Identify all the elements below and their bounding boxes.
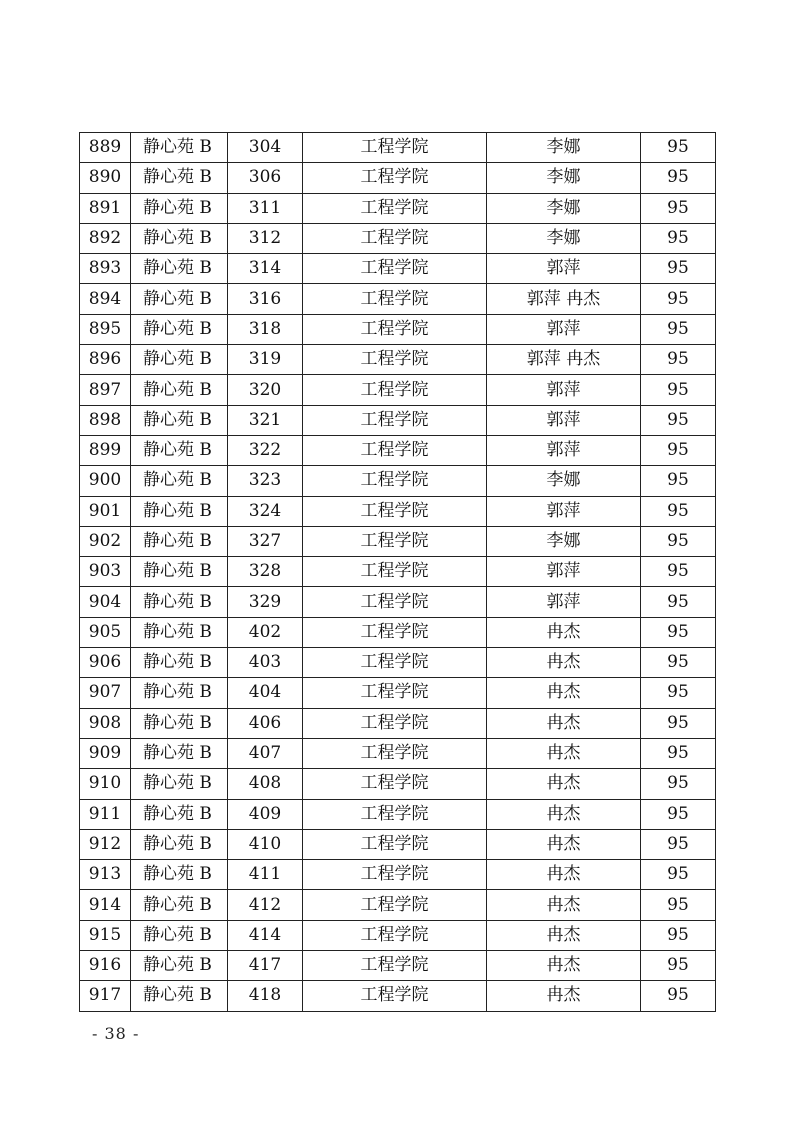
cell-room-number: 407 bbox=[228, 738, 303, 768]
table-row bbox=[80, 375, 716, 405]
cell-staff: 李娜 bbox=[487, 223, 641, 253]
cell-serial-number: 892 bbox=[80, 223, 131, 253]
table-row bbox=[80, 193, 716, 223]
cell-score: 95 bbox=[641, 981, 716, 1011]
cell-college: 工程学院 bbox=[303, 587, 487, 617]
cell-score: 95 bbox=[641, 648, 716, 678]
cell-building: 静心苑 B bbox=[131, 163, 228, 193]
cell-building: 静心苑 B bbox=[131, 860, 228, 890]
cell-building: 静心苑 B bbox=[131, 981, 228, 1011]
cell-staff: 冉杰 bbox=[487, 860, 641, 890]
cell-serial-number: 891 bbox=[80, 193, 131, 223]
table-row bbox=[80, 133, 716, 163]
cell-score: 95 bbox=[641, 678, 716, 708]
cell-room-number: 314 bbox=[228, 254, 303, 284]
cell-score: 95 bbox=[641, 769, 716, 799]
table-row bbox=[80, 920, 716, 950]
cell-college: 工程学院 bbox=[303, 345, 487, 375]
cell-staff: 郭萍 冉杰 bbox=[487, 284, 641, 314]
cell-room-number: 403 bbox=[228, 648, 303, 678]
cell-building: 静心苑 B bbox=[131, 587, 228, 617]
cell-college: 工程学院 bbox=[303, 254, 487, 284]
cell-staff: 冉杰 bbox=[487, 648, 641, 678]
cell-room-number: 410 bbox=[228, 829, 303, 859]
cell-room-number: 402 bbox=[228, 617, 303, 647]
cell-score: 95 bbox=[641, 133, 716, 163]
cell-staff: 郭萍 bbox=[487, 405, 641, 435]
cell-building: 静心苑 B bbox=[131, 617, 228, 647]
cell-college: 工程学院 bbox=[303, 738, 487, 768]
cell-room-number: 316 bbox=[228, 284, 303, 314]
cell-college: 工程学院 bbox=[303, 163, 487, 193]
cell-college: 工程学院 bbox=[303, 405, 487, 435]
cell-staff: 郭萍 bbox=[487, 587, 641, 617]
cell-building: 静心苑 B bbox=[131, 254, 228, 284]
cell-score: 95 bbox=[641, 920, 716, 950]
cell-staff: 冉杰 bbox=[487, 617, 641, 647]
cell-staff: 郭萍 bbox=[487, 254, 641, 284]
table-row bbox=[80, 314, 716, 344]
cell-serial-number: 905 bbox=[80, 617, 131, 647]
table-row bbox=[80, 466, 716, 496]
cell-staff: 李娜 bbox=[487, 526, 641, 556]
cell-score: 95 bbox=[641, 375, 716, 405]
cell-serial-number: 900 bbox=[80, 466, 131, 496]
table-row bbox=[80, 648, 716, 678]
cell-score: 95 bbox=[641, 951, 716, 981]
cell-score: 95 bbox=[641, 829, 716, 859]
cell-room-number: 321 bbox=[228, 405, 303, 435]
cell-college: 工程学院 bbox=[303, 860, 487, 890]
cell-serial-number: 896 bbox=[80, 345, 131, 375]
cell-staff: 李娜 bbox=[487, 133, 641, 163]
cell-room-number: 311 bbox=[228, 193, 303, 223]
cell-college: 工程学院 bbox=[303, 769, 487, 799]
cell-staff: 郭萍 bbox=[487, 496, 641, 526]
cell-room-number: 304 bbox=[228, 133, 303, 163]
cell-college: 工程学院 bbox=[303, 375, 487, 405]
cell-college: 工程学院 bbox=[303, 435, 487, 465]
cell-staff: 郭萍 bbox=[487, 314, 641, 344]
cell-staff: 冉杰 bbox=[487, 769, 641, 799]
cell-room-number: 319 bbox=[228, 345, 303, 375]
cell-building: 静心苑 B bbox=[131, 405, 228, 435]
cell-score: 95 bbox=[641, 738, 716, 768]
cell-staff: 冉杰 bbox=[487, 920, 641, 950]
cell-college: 工程学院 bbox=[303, 496, 487, 526]
cell-serial-number: 902 bbox=[80, 526, 131, 556]
cell-score: 95 bbox=[641, 799, 716, 829]
cell-serial-number: 911 bbox=[80, 799, 131, 829]
cell-score: 95 bbox=[641, 708, 716, 738]
cell-building: 静心苑 B bbox=[131, 133, 228, 163]
cell-room-number: 406 bbox=[228, 708, 303, 738]
cell-room-number: 418 bbox=[228, 981, 303, 1011]
cell-score: 95 bbox=[641, 345, 716, 375]
cell-serial-number: 913 bbox=[80, 860, 131, 890]
table-row bbox=[80, 617, 716, 647]
cell-serial-number: 909 bbox=[80, 738, 131, 768]
cell-building: 静心苑 B bbox=[131, 769, 228, 799]
cell-score: 95 bbox=[641, 890, 716, 920]
cell-serial-number: 916 bbox=[80, 951, 131, 981]
cell-staff: 李娜 bbox=[487, 163, 641, 193]
cell-score: 95 bbox=[641, 163, 716, 193]
cell-building: 静心苑 B bbox=[131, 738, 228, 768]
cell-score: 95 bbox=[641, 223, 716, 253]
cell-staff: 李娜 bbox=[487, 466, 641, 496]
dormitory-score-table bbox=[79, 132, 716, 1012]
cell-serial-number: 889 bbox=[80, 133, 131, 163]
cell-staff: 冉杰 bbox=[487, 799, 641, 829]
cell-score: 95 bbox=[641, 435, 716, 465]
cell-serial-number: 897 bbox=[80, 375, 131, 405]
cell-building: 静心苑 B bbox=[131, 193, 228, 223]
cell-building: 静心苑 B bbox=[131, 466, 228, 496]
cell-room-number: 411 bbox=[228, 860, 303, 890]
cell-score: 95 bbox=[641, 860, 716, 890]
cell-serial-number: 899 bbox=[80, 435, 131, 465]
table-row bbox=[80, 799, 716, 829]
cell-serial-number: 898 bbox=[80, 405, 131, 435]
table-row bbox=[80, 981, 716, 1011]
cell-building: 静心苑 B bbox=[131, 829, 228, 859]
cell-building: 静心苑 B bbox=[131, 951, 228, 981]
cell-building: 静心苑 B bbox=[131, 557, 228, 587]
cell-staff: 冉杰 bbox=[487, 951, 641, 981]
cell-building: 静心苑 B bbox=[131, 496, 228, 526]
cell-score: 95 bbox=[641, 254, 716, 284]
cell-college: 工程学院 bbox=[303, 890, 487, 920]
cell-college: 工程学院 bbox=[303, 920, 487, 950]
cell-serial-number: 914 bbox=[80, 890, 131, 920]
cell-building: 静心苑 B bbox=[131, 284, 228, 314]
cell-staff: 冉杰 bbox=[487, 829, 641, 859]
cell-staff: 郭萍 bbox=[487, 375, 641, 405]
cell-staff: 郭萍 冉杰 bbox=[487, 345, 641, 375]
cell-room-number: 327 bbox=[228, 526, 303, 556]
cell-building: 静心苑 B bbox=[131, 375, 228, 405]
cell-staff: 李娜 bbox=[487, 193, 641, 223]
table-row bbox=[80, 496, 716, 526]
cell-staff: 冉杰 bbox=[487, 738, 641, 768]
cell-college: 工程学院 bbox=[303, 557, 487, 587]
cell-building: 静心苑 B bbox=[131, 920, 228, 950]
cell-room-number: 323 bbox=[228, 466, 303, 496]
table-row bbox=[80, 345, 716, 375]
table-row bbox=[80, 860, 716, 890]
table-row bbox=[80, 678, 716, 708]
cell-college: 工程学院 bbox=[303, 284, 487, 314]
table-row bbox=[80, 435, 716, 465]
cell-staff: 冉杰 bbox=[487, 890, 641, 920]
cell-serial-number: 890 bbox=[80, 163, 131, 193]
cell-score: 95 bbox=[641, 526, 716, 556]
cell-college: 工程学院 bbox=[303, 799, 487, 829]
cell-serial-number: 912 bbox=[80, 829, 131, 859]
cell-serial-number: 917 bbox=[80, 981, 131, 1011]
cell-building: 静心苑 B bbox=[131, 890, 228, 920]
table-row bbox=[80, 557, 716, 587]
cell-college: 工程学院 bbox=[303, 617, 487, 647]
cell-score: 95 bbox=[641, 193, 716, 223]
cell-serial-number: 893 bbox=[80, 254, 131, 284]
cell-room-number: 409 bbox=[228, 799, 303, 829]
cell-room-number: 324 bbox=[228, 496, 303, 526]
cell-college: 工程学院 bbox=[303, 314, 487, 344]
cell-serial-number: 915 bbox=[80, 920, 131, 950]
cell-room-number: 328 bbox=[228, 557, 303, 587]
cell-college: 工程学院 bbox=[303, 829, 487, 859]
cell-room-number: 412 bbox=[228, 890, 303, 920]
cell-serial-number: 904 bbox=[80, 587, 131, 617]
cell-serial-number: 908 bbox=[80, 708, 131, 738]
table-row bbox=[80, 890, 716, 920]
cell-college: 工程学院 bbox=[303, 223, 487, 253]
cell-score: 95 bbox=[641, 405, 716, 435]
cell-college: 工程学院 bbox=[303, 981, 487, 1011]
cell-room-number: 414 bbox=[228, 920, 303, 950]
cell-serial-number: 901 bbox=[80, 496, 131, 526]
table-row bbox=[80, 769, 716, 799]
page-number: - 38 - bbox=[92, 1024, 140, 1043]
cell-room-number: 320 bbox=[228, 375, 303, 405]
cell-college: 工程学院 bbox=[303, 708, 487, 738]
table-row bbox=[80, 163, 716, 193]
cell-staff: 冉杰 bbox=[487, 708, 641, 738]
cell-serial-number: 906 bbox=[80, 648, 131, 678]
table-row bbox=[80, 829, 716, 859]
table-row bbox=[80, 284, 716, 314]
cell-building: 静心苑 B bbox=[131, 526, 228, 556]
table-row bbox=[80, 405, 716, 435]
cell-room-number: 329 bbox=[228, 587, 303, 617]
cell-score: 95 bbox=[641, 496, 716, 526]
cell-college: 工程学院 bbox=[303, 648, 487, 678]
cell-serial-number: 894 bbox=[80, 284, 131, 314]
cell-serial-number: 910 bbox=[80, 769, 131, 799]
cell-building: 静心苑 B bbox=[131, 678, 228, 708]
cell-building: 静心苑 B bbox=[131, 799, 228, 829]
table-body bbox=[80, 133, 716, 1012]
cell-staff: 冉杰 bbox=[487, 678, 641, 708]
cell-room-number: 306 bbox=[228, 163, 303, 193]
cell-college: 工程学院 bbox=[303, 466, 487, 496]
cell-score: 95 bbox=[641, 466, 716, 496]
table-row bbox=[80, 951, 716, 981]
cell-building: 静心苑 B bbox=[131, 708, 228, 738]
cell-building: 静心苑 B bbox=[131, 223, 228, 253]
cell-score: 95 bbox=[641, 557, 716, 587]
table-row bbox=[80, 738, 716, 768]
cell-score: 95 bbox=[641, 587, 716, 617]
table-row bbox=[80, 708, 716, 738]
table-row bbox=[80, 254, 716, 284]
cell-staff: 郭萍 bbox=[487, 557, 641, 587]
cell-college: 工程学院 bbox=[303, 526, 487, 556]
cell-college: 工程学院 bbox=[303, 193, 487, 223]
cell-score: 95 bbox=[641, 284, 716, 314]
cell-room-number: 408 bbox=[228, 769, 303, 799]
cell-building: 静心苑 B bbox=[131, 314, 228, 344]
cell-score: 95 bbox=[641, 617, 716, 647]
table-row bbox=[80, 223, 716, 253]
cell-room-number: 312 bbox=[228, 223, 303, 253]
cell-building: 静心苑 B bbox=[131, 648, 228, 678]
cell-building: 静心苑 B bbox=[131, 345, 228, 375]
cell-staff: 郭萍 bbox=[487, 435, 641, 465]
cell-room-number: 417 bbox=[228, 951, 303, 981]
cell-room-number: 318 bbox=[228, 314, 303, 344]
cell-room-number: 404 bbox=[228, 678, 303, 708]
cell-room-number: 322 bbox=[228, 435, 303, 465]
table-row bbox=[80, 587, 716, 617]
cell-score: 95 bbox=[641, 314, 716, 344]
cell-staff: 冉杰 bbox=[487, 981, 641, 1011]
cell-college: 工程学院 bbox=[303, 133, 487, 163]
table-row bbox=[80, 526, 716, 556]
cell-building: 静心苑 B bbox=[131, 435, 228, 465]
cell-serial-number: 907 bbox=[80, 678, 131, 708]
cell-college: 工程学院 bbox=[303, 951, 487, 981]
cell-serial-number: 895 bbox=[80, 314, 131, 344]
cell-college: 工程学院 bbox=[303, 678, 487, 708]
cell-serial-number: 903 bbox=[80, 557, 131, 587]
